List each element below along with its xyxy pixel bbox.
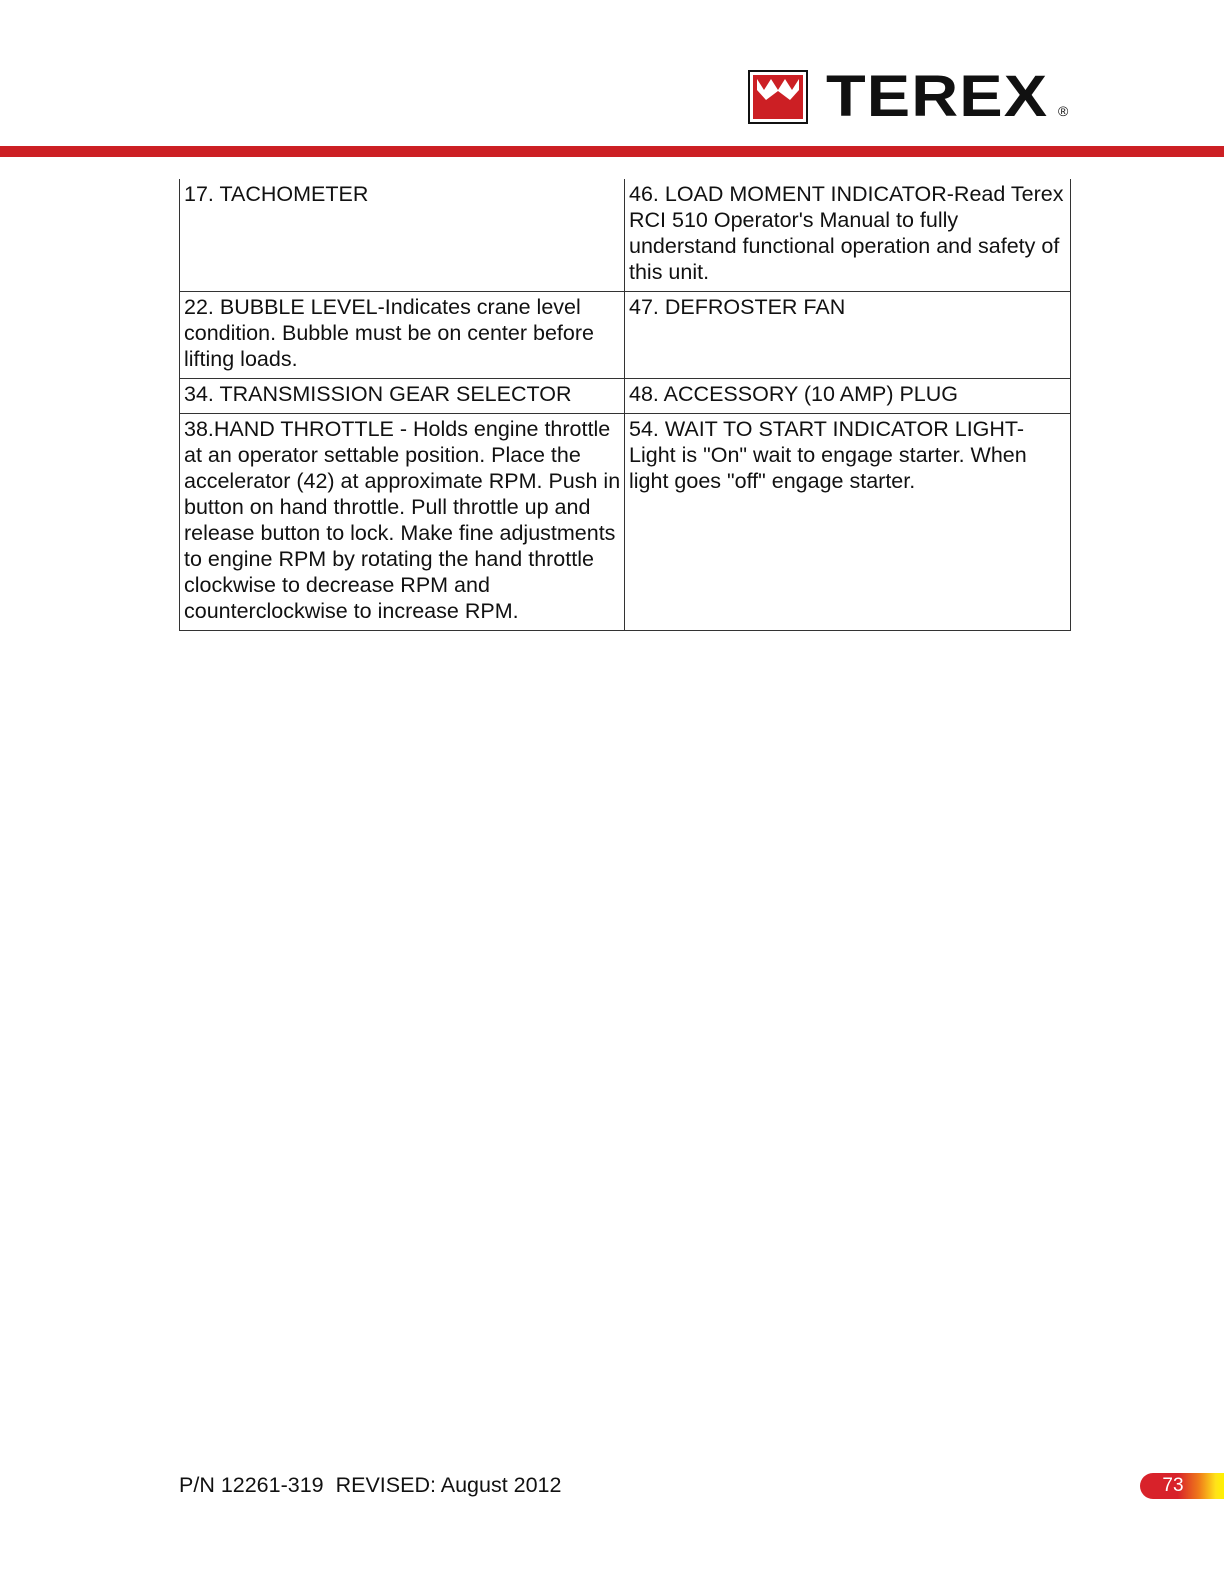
page-number: 73 — [1162, 1475, 1184, 1496]
table-row — [180, 414, 1071, 631]
page-number-tab — [1140, 1473, 1224, 1499]
table-row — [180, 292, 1071, 379]
table-cell-transmission-gear-selector: 34. TRANSMISSION GEAR SELECTOR — [180, 379, 625, 414]
terex-crown-icon — [748, 70, 808, 124]
controls-description-table — [179, 179, 1071, 631]
terex-logo — [748, 64, 1069, 129]
table-cell-wait-to-start-light: 54. WAIT TO START INDICATOR LIGHT-Light is "On" wait to engage starter. When light goes "off" engage starter. — [625, 414, 1071, 631]
table-row — [180, 179, 1071, 292]
footer-part-number: P/N 12261-319 REVISED: August 2012 — [179, 1473, 562, 1497]
brand-name: TEREX — [826, 64, 1049, 129]
table-cell-defroster-fan: 47. DEFROSTER FAN — [625, 292, 1071, 379]
table-cell-hand-throttle: 38.HAND THROTTLE - Holds engine throttle at an operator settable position. Place the accelerator (42) at approximate RPM. Push in button on hand throttle. Pull throttle up and release button to lock. Make fine adjustments to engine RPM by rotating the hand throttle clockwise to decrease RPM and counterclockwise to increase RPM. — [180, 414, 625, 631]
table-cell-accessory-plug: 48. ACCESSORY (10 AMP) PLUG — [625, 379, 1071, 414]
header-divider-bar — [0, 146, 1224, 157]
table-row — [180, 379, 1071, 414]
registered-mark: ® — [1058, 103, 1069, 119]
table-cell-bubble-level: 22. BUBBLE LEVEL-Indicates crane level condition. Bubble must be on center before lifting loads. — [180, 292, 625, 379]
table-cell-tachometer: 17. TACHOMETER — [180, 179, 625, 292]
table-cell-load-moment-indicator: 46. LOAD MOMENT INDICATOR-Read Terex RCI 510 Operator's Manual to fully understand functional operation and safety of this unit. — [625, 179, 1071, 292]
